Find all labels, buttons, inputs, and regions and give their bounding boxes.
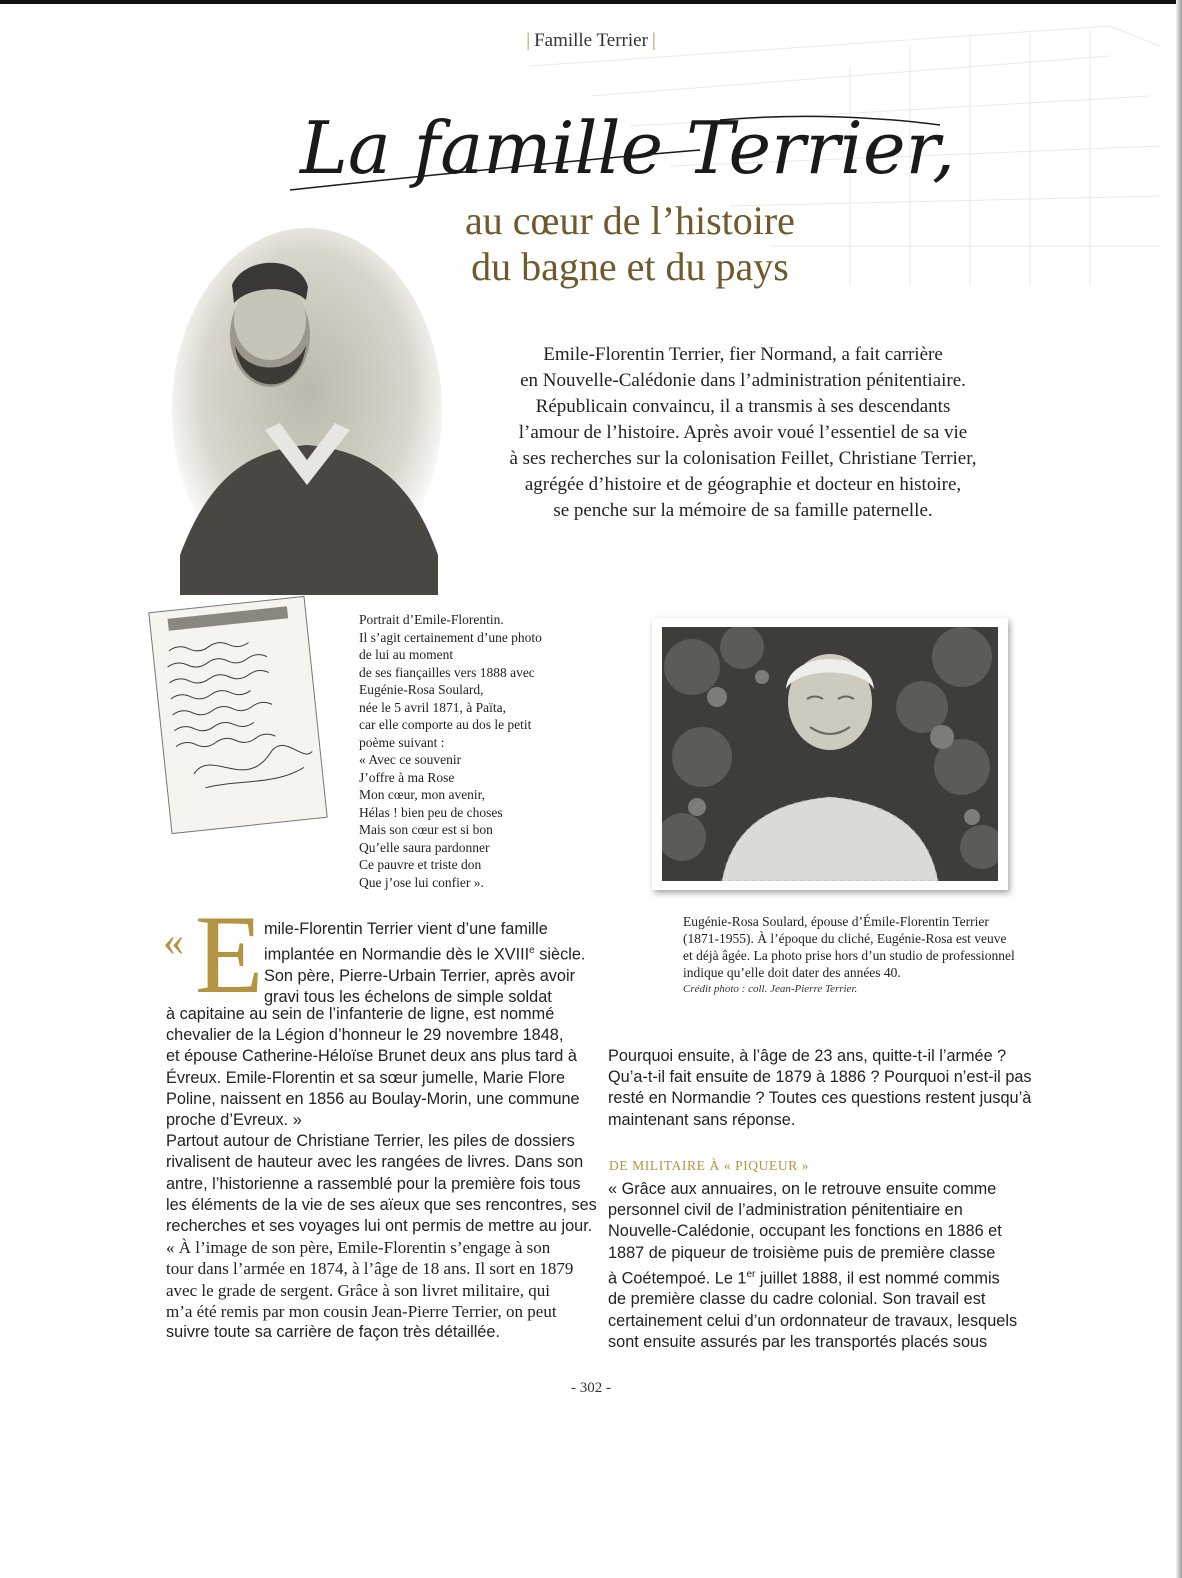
caption-line: J’offre à ma Rose xyxy=(359,769,455,785)
body-line: gravi tous les échelons de simple soldat xyxy=(264,988,552,1007)
body-line: chevalier de la Légion d’honneur le 29 novembre 1848, xyxy=(166,1026,564,1045)
caption-line: Qu’elle saura pardonner xyxy=(359,839,490,855)
subtitle-line: du bagne et du pays xyxy=(471,244,789,289)
body-line: Pourquoi ensuite, à l’âge de 23 ans, quitte-t-il l’armée ? xyxy=(608,1047,1007,1065)
body-line: Partout autour de Christiane Terrier, les piles de dossiers xyxy=(166,1132,575,1151)
body-text: siècle. xyxy=(534,945,586,964)
intro-line: Républicain convaincu, il a transmis à ses descendants xyxy=(535,396,951,417)
photo-credit: Crédit photo : coll. Jean-Pierre Terrier. xyxy=(683,983,858,995)
intro-line: Emile-Florentin Terrier, fier Normand, a fait carrière xyxy=(543,344,943,365)
caption-line: Mais son cœur est si bon xyxy=(359,822,493,837)
body-text: juillet 1888, il est nommé commis xyxy=(755,1269,1000,1288)
caption-line: et déjà âgée. La photo prise hors d’un studio de professionnel xyxy=(683,948,1015,963)
subtitle xyxy=(380,198,880,290)
body-line: Évreux. Emile-Florentin et sa sœur jumelle, Marie Flore xyxy=(166,1068,566,1087)
caption-line: poème suivant : xyxy=(359,734,445,750)
body-line: Poline, naissent en 1856 au Boulay-Morin, une commune xyxy=(166,1089,580,1108)
intro-line: agrégée d’histoire et de géographie et docteur en histoire, xyxy=(524,474,962,495)
caption-line: Ce pauvre et triste don xyxy=(359,857,482,872)
caption-line: « Avec ce souvenir xyxy=(359,752,462,767)
body-line: rivalisent de hauteur avec les rangées de livres. Dans son xyxy=(166,1153,584,1172)
header-bar-right: | xyxy=(651,30,656,51)
handwritten-letter-image xyxy=(148,594,328,836)
article-right-main xyxy=(608,1179,1017,1353)
eugenie-photo xyxy=(662,627,998,881)
article-left-top xyxy=(264,919,585,1008)
intro-line: l’amour de l’histoire. Après avoir voué l’essentiel de sa vie xyxy=(518,422,968,443)
body-line: resté en Normandie ? Toutes ces questions restent jusqu’à xyxy=(608,1089,1032,1108)
caption-line: Il s’agit certainement d’une photo xyxy=(359,629,542,645)
body-line: m’a été remis par mon cousin Jean-Pierre Terrier, on peut xyxy=(166,1301,557,1321)
page-edge-shadow xyxy=(1176,0,1182,1578)
body-line: recherches et ses voyages lui ont permis de mettre au jour. xyxy=(166,1217,593,1236)
body-line: mile-Florentin Terrier vient d’une famille xyxy=(264,920,548,938)
top-border xyxy=(0,0,1182,4)
body-line: maintenant sans réponse. xyxy=(608,1110,796,1129)
body-line: 1887 de piqueur de troisième puis de première classe xyxy=(608,1243,996,1262)
eugenie-photo-frame xyxy=(652,618,1008,890)
body-line: Qu’a-t-il fait ensuite de 1879 à 1886 ? Pourquoi n’est-il pas xyxy=(608,1068,1032,1087)
opening-quote-mark: « xyxy=(163,919,184,965)
intro-paragraph xyxy=(468,342,1018,524)
section-header xyxy=(0,30,1182,52)
section-label: Famille Terrier xyxy=(534,30,648,51)
intro-line: se penche sur la mémoire de sa famille paternelle. xyxy=(553,500,933,521)
body-line: avec le grade de sergent. Grâce à son livret militaire, qui xyxy=(166,1280,550,1300)
caption-line: indique qu’elle doit dater des années 40. xyxy=(683,965,901,980)
body-line: « Grâce aux annuaires, on le retrouve ensuite comme xyxy=(608,1180,997,1198)
article-right-top xyxy=(608,1046,1032,1131)
script-title xyxy=(280,95,980,205)
body-text: à Coétempoé. Le 1 xyxy=(608,1269,747,1288)
body-line: de première classe du cadre colonial. Son travail est xyxy=(608,1290,986,1309)
caption-line: de ses fiançailles vers 1888 avec xyxy=(359,664,535,680)
caption-line: de lui au moment xyxy=(359,647,454,662)
body-line: « À l’image de son père, Emile-Florentin s’engage à son xyxy=(166,1238,551,1258)
caption-line: Mon cœur, mon avenir, xyxy=(359,787,486,802)
body-line: à capitaine au sein de l’infanterie de ligne, est nommé xyxy=(166,1005,555,1023)
body-line: tour dans l’armée en 1874, à l’âge de 18 ans. Il sort en 1879 xyxy=(166,1259,574,1279)
caption-line: née le 5 avril 1871, à Païta, xyxy=(359,699,506,715)
intro-line: en Nouvelle-Calédonie dans l’administration pénitentiaire. xyxy=(520,370,966,391)
drop-cap: E xyxy=(195,893,264,1017)
subtitle-line: au cœur de l’histoire xyxy=(465,198,795,243)
caption-line: Eugénie-Rosa Soulard, épouse d’Émile-Florentin Terrier xyxy=(683,914,989,929)
header-bar-left: | xyxy=(526,30,531,51)
intro-line: à ses recherches sur la colonisation Feillet, Christiane Terrier, xyxy=(509,448,977,469)
page-number: - 302 - xyxy=(571,1380,611,1396)
body-line: proche d’Evreux. » xyxy=(166,1111,302,1130)
body-line: personnel civil de l’administration pénitentiaire en xyxy=(608,1201,963,1220)
section-heading: DE MILITAIRE À « PIQUEUR » xyxy=(609,1158,810,1173)
body-line: suivre toute sa carrière de façon très détaillée. xyxy=(166,1323,500,1342)
body-line xyxy=(264,940,585,966)
portrait-photo xyxy=(170,225,445,595)
article-left-main xyxy=(166,1004,597,1343)
body-line: Son père, Pierre-Urbain Terrier, après avoir xyxy=(264,966,575,985)
body-text: implantée en Normandie dès le XVIII xyxy=(264,945,530,964)
body-line: certainement celui d’un ordonnateur de travaux, lesquels xyxy=(608,1311,1018,1330)
caption-line: (1871-1955). À l’époque du cliché, Eugénie-Rosa est veuve xyxy=(683,931,1007,946)
caption-line: Que j’ose lui confier ». xyxy=(359,874,484,890)
portrait-caption xyxy=(359,611,549,891)
body-line: Nouvelle-Calédonie, occupant les fonctions en 1886 et xyxy=(608,1222,1002,1241)
body-line xyxy=(608,1264,1017,1290)
superscript: er xyxy=(746,1268,756,1280)
caption-line: Eugénie-Rosa Soulard, xyxy=(359,682,484,697)
body-line: et épouse Catherine-Héloïse Brunet deux ans plus tard à xyxy=(166,1047,577,1066)
caption-line: car elle comporte au dos le petit xyxy=(359,717,532,732)
body-line: antre, l’historienne a rassemblé pour la première fois tous xyxy=(166,1174,581,1193)
caption-line: Hélas ! bien peu de choses xyxy=(359,804,503,820)
superscript: e xyxy=(529,945,535,957)
body-line: sont ensuite assurés par les transportés placés sous xyxy=(608,1332,988,1351)
script-title-text: La famille Terrier, xyxy=(300,106,955,190)
eugenie-caption xyxy=(683,913,1023,998)
caption-line: Portrait d’Emile-Florentin. xyxy=(359,612,504,627)
body-line: les éléments de la vie de ses aïeux que ses rencontres, ses xyxy=(166,1195,597,1214)
